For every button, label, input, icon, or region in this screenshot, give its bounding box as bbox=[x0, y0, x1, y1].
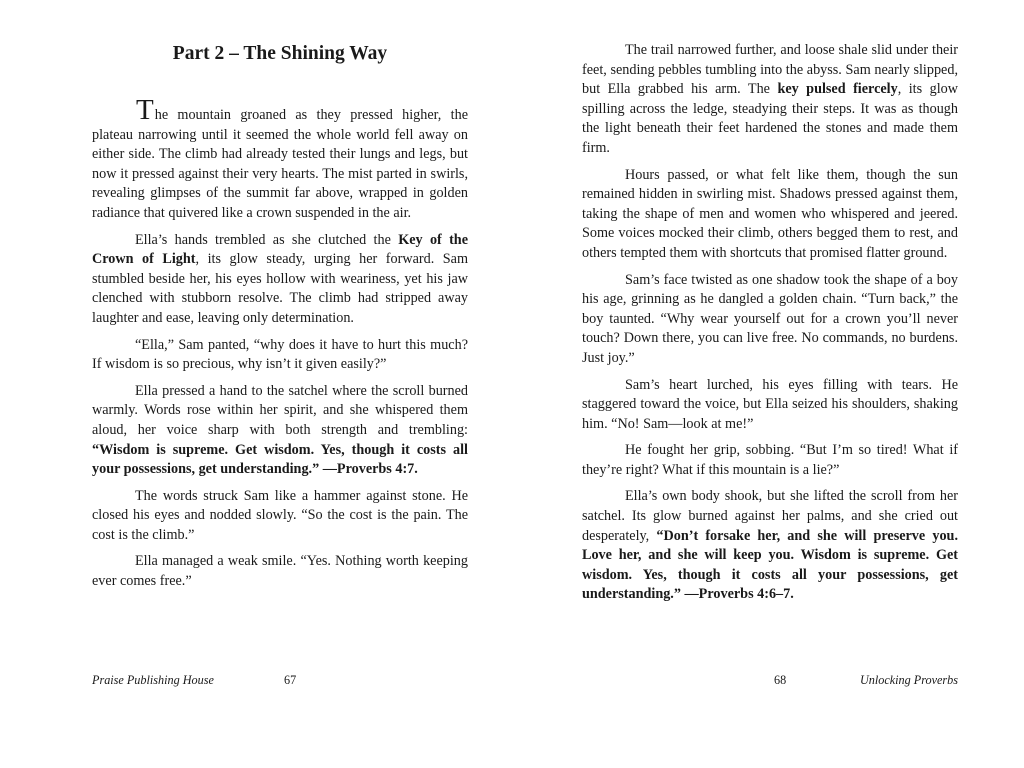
paragraph: Sam’s face twisted as one shadow took the shape of a boy his age, grinning as he dangled a golden chain. “Turn back,” the boy taunted. “Why wear yourself out for a crown you’ll never touch? Down there, you can live free. No commands, no burdens. Just joy.” bbox=[582, 271, 958, 366]
paragraph: The words struck Sam like a hammer against stone. He closed his eyes and nodded slowly. “So the cost is the pain. The cost is the climb.” bbox=[92, 487, 468, 543]
paragraph-text: , its glow steady, urging her forward. Sam stumbled beside her, his eyes hollow with weariness, yet his jaw clenched with stubborn resolve. The climb had stripped away laughter and ease, leaving only determination. bbox=[92, 251, 468, 326]
scripture-quote: “Wisdom is supreme. Get wisdom. Yes, though it costs all your possessions, get understanding.” —Proverbs 4:7. bbox=[92, 441, 468, 478]
paragraph bbox=[582, 487, 958, 605]
paragraph bbox=[92, 382, 468, 480]
paragraph-text: Ella’s hands trembled as she clutched the bbox=[135, 231, 399, 248]
paragraph-text: The trail narrowed further, and loose shale slid under their feet, sending pebbles tumbling into the abyss. Sam nearly slipped, but Ella grabbed his arm. The bbox=[582, 42, 958, 98]
footer-publisher: Praise Publishing House bbox=[92, 673, 214, 687]
right-page bbox=[582, 0, 958, 768]
paragraph-text: he mountain groaned as they pressed higher, the plateau narrowing until it seemed the whole world fell away on either side. The climb had already tested their lungs and legs, but now it pressed against their very hearts. The mist parted in swirls, revealing glimpses of the summit far above, wrapped in golden radiance that quivered like a crown suspended in the air. bbox=[92, 107, 468, 221]
bold-phrase: key pulsed fiercely bbox=[777, 81, 898, 98]
paragraph bbox=[92, 94, 468, 224]
page-body bbox=[582, 0, 958, 605]
page-number: 67 bbox=[284, 673, 297, 687]
bold-phrase: Key of the Crown of Light bbox=[92, 231, 468, 268]
drop-cap: T bbox=[136, 94, 154, 126]
paragraph: Hours passed, or what felt like them, though the sun remained hidden in swirling mist. Shadows pressed against them, taking the shape of men and women who whispered and jeered. Some voices mocked their climb, others begged them to rest, and others tempted them with shortcuts that promised flatter ground. bbox=[582, 166, 958, 261]
chapter-title: Part 2 – The Shining Way bbox=[172, 43, 388, 64]
paragraph: He fought her grip, sobbing. “But I’m so tired! What if they’re right? What if this mountain is a lie?” bbox=[582, 442, 958, 478]
page-number: 68 bbox=[774, 673, 787, 687]
paragraph bbox=[92, 231, 468, 329]
paragraph bbox=[582, 41, 958, 159]
left-page bbox=[92, 0, 468, 768]
footer-book-title: Unlocking Proverbs bbox=[859, 673, 958, 687]
scripture-quote: “Don’t forsake her, and she will preserve you. Love her, and she will keep you. Wisdom is supreme. Get wisdom. Yes, though it costs all your possessions, get understanding.” —Proverbs 4:6–7. bbox=[582, 527, 958, 603]
paragraph: Sam’s heart lurched, his eyes filling with tears. He staggered toward the voice, but Ella seized his shoulders, shaking him. “No! Sam—look at me!” bbox=[582, 376, 958, 432]
paragraph: “Ella,” Sam panted, “why does it have to hurt this much? If wisdom is so precious, why isn’t it given easily?” bbox=[92, 336, 468, 373]
paragraph-text: , its glow spilling across the ledge, steadying their steps. It was as though the light beneath their feet hardened the stones and made them firm. bbox=[582, 81, 958, 156]
paragraph-text: Ella’s own body shook, but she lifted the scroll from her satchel. Its glow burned against her palms, and she cried out desperately, bbox=[582, 488, 958, 544]
paragraph-text: Ella pressed a hand to the satchel where the scroll burned warmly. Words rose within her spirit, and she whispered them aloud, her voice sharp with both strength and trembling: bbox=[92, 382, 468, 438]
paragraph: Ella managed a weak smile. “Yes. Nothing worth keeping ever comes free.” bbox=[92, 553, 468, 590]
